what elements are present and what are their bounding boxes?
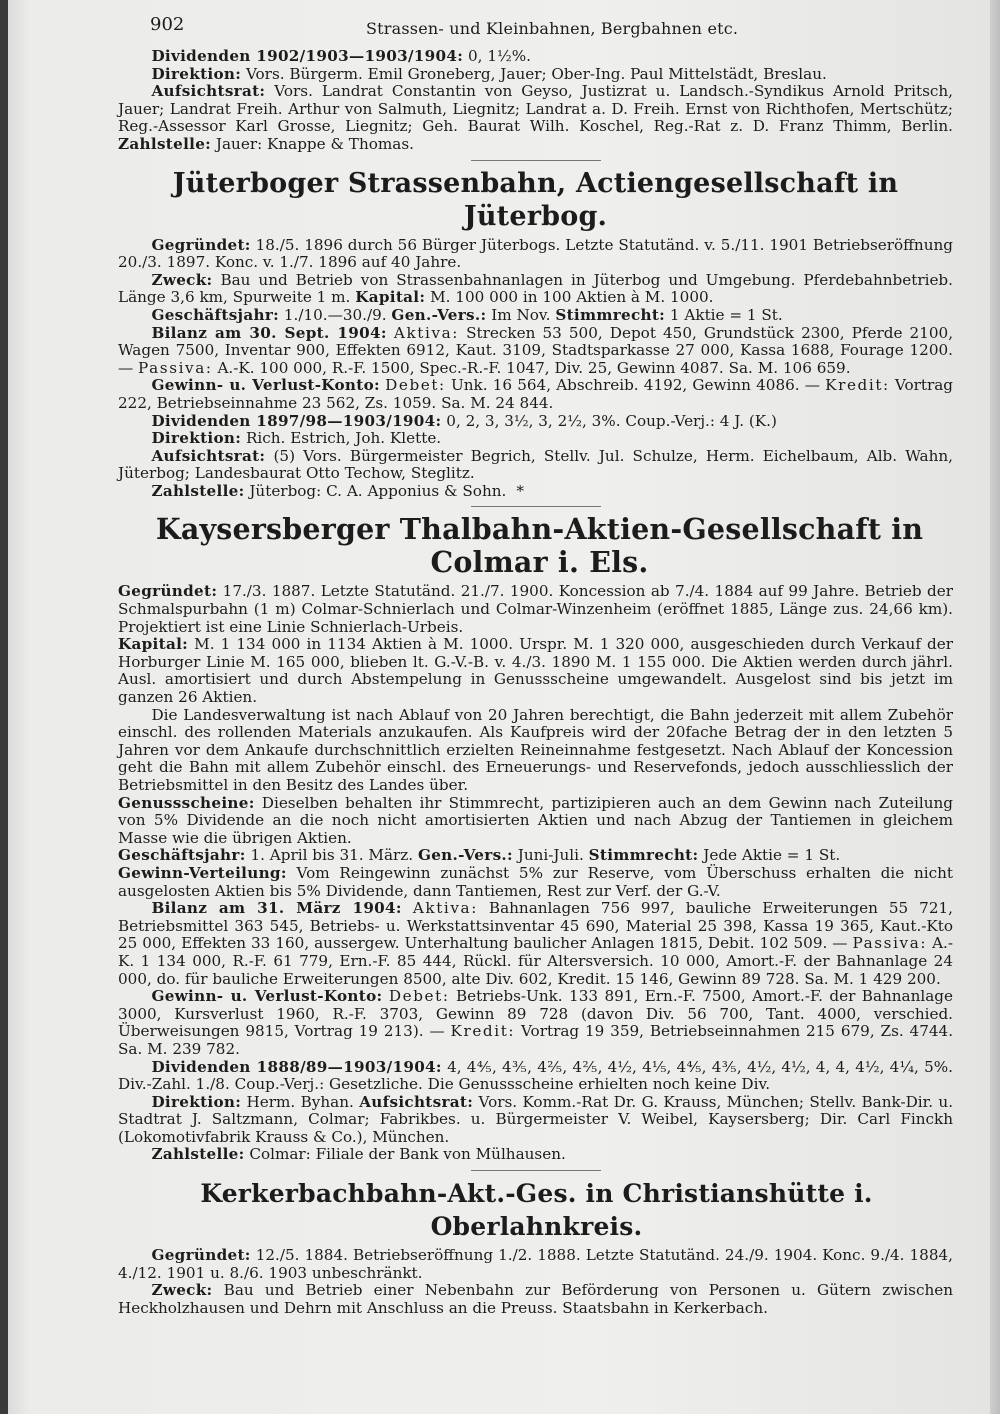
kaysersberg-gegruendet-label: Gegründet: [118, 582, 218, 601]
previous-entry [118, 48, 953, 154]
kaysersberg-direktion [118, 1094, 953, 1147]
section-divider [471, 1170, 601, 1171]
prev-dividend [118, 48, 953, 66]
company-title-juterbog: Jüterboger Strassenbahn, Actiengesellschaft in Jüterbog. [172, 167, 899, 232]
kaysersberg-debet-label: Debet: [388, 987, 450, 1006]
juterbog-zweck-label: Zweck: [151, 270, 213, 289]
kaysersberg-gj-text: 1. April bis 31. März. [250, 846, 414, 865]
section-divider [471, 160, 601, 161]
page-header [118, 12, 953, 48]
prev-direktion-label: Direktion: [151, 64, 242, 83]
entry-kaysersberg [118, 513, 953, 1164]
kaysersberg-landesverwaltung: Die Landesverwaltung ist nach Ablauf von 20 Jahren berechtigt, die Bahn jederzeit mit allem Zubehör einschl. des rollenden Materials anzukaufen. Als Kaufpreis wird der 20fache Betrag der in den letzten 5 Jahren vor dem Ankaufe durchschnittlich erzielten Reineinnahme festgesetzt. Nach Ablauf der Koncession geht die Bahn mit allem Zubehör einschl. des Erneuerungs- und Reservefonds, jedoch ausschliesslich der Betriebsmittel in den Besitz des Landes über. [118, 705, 953, 794]
kaysersberg-debet-text: Betriebs-Unk. 133 891, Ern.-F. 7500, Amort.-F. der Bahnanlage 3000, Kursverlust 1960, R.-F. 3703, Gewinn 89 728 (davon Div. 56 700, Tant. 4000, verschied. Überweisungen 9815, Vortrag 19 213). — [118, 987, 954, 1041]
juterbog-mark: * [516, 481, 524, 500]
kaysersberg-zahlstelle-text: Colmar: Filiale der Bank von Mülhausen. [249, 1145, 566, 1164]
kaysersberg-genvers-label: Gen.-Vers.: [417, 846, 513, 865]
juterbog-passiva-label: Passiva: [138, 358, 213, 377]
kaysersberg-gv-text: Vom Reingewinn zunächst 5% zur Reserve, vom Überschuss erhalten die nicht ausgelosten Aktien bis 5% Dividende, dann Tantiemen, Rest zur Verf. der G.-V. [118, 863, 953, 900]
kerkerbach-zweck-label: Zweck: [151, 1281, 213, 1300]
kerkerbach-zweck [118, 1282, 953, 1317]
kaysersberg-kredit-text: Vortrag 19 359, Betriebseinnahmen 215 679, Zs. 4744. Sa. M. 239 782. [118, 1022, 954, 1058]
juterbog-geschaeftsjahr [118, 307, 953, 325]
juterbog-kapital-text: M. 100 000 in 100 Aktien à M. 1000. [430, 288, 714, 307]
prev-direktion-text: Vors. Bürgerm. Emil Groneberg, Jauer; Ober-Ing. Paul Mittelstädt, Breslau. [245, 64, 827, 83]
juterbog-direktion-label: Direktion: [151, 429, 242, 448]
kaysersberg-zahlstelle-label: Zahlstelle: [151, 1145, 245, 1164]
juterbog-bilanz-label: Bilanz am 30. Sept. 1904: [151, 323, 387, 342]
juterbog-debet-label: Debet: [385, 376, 446, 395]
prev-aufsichtsrat-text: Vors. Landrat Constantin von Geyso, Justizrat u. Landsch.-Syndikus Arnold Pritsch, Jauer; Landrat Freih. Arthur von Salmuth, Liegnitz; Landrat a. D. Freih. Ernst von Richthofen, Mertschütz; Reg.-Assessor Karl Grosse, Liegnitz; Geh. Baurat Wilh. Koschel, Reg.-Rat z. D. Franz Thimm, Berlin. [118, 82, 953, 136]
kaysersberg-aufsichtsrat-label: Aufsichtsrat: [359, 1092, 474, 1111]
juterbog-kredit-text: Vortrag 222, Betriebseinnahme 23 562, Zs. 1059. Sa. M. 24 844. [118, 376, 954, 412]
juterbog-gj-label: Geschäftsjahr: [151, 305, 280, 324]
kaysersberg-genussscheine-label: Genussscheine: [118, 793, 255, 812]
juterbog-guv [118, 377, 953, 412]
page-edge [990, 0, 1000, 1414]
kaysersberg-dividenden-label: Dividenden 1888/89—1903/1904: [151, 1057, 442, 1076]
juterbog-zweck [118, 272, 953, 307]
kaysersberg-gegruendet-text: 17./3. 1887. Letzte Statutänd. 21./7. 1900. Koncession ab 7./4. 1884 auf 99 Jahre. Betrieb der Schmalspurbahn (1 m) Colmar-Schnierlach und Colmar-Winzenheim (eröffnet 1885, Länge zus. 24,66 km). Projektiert ist eine Linie Schnierlach-Urbeis. [118, 582, 954, 636]
kaysersberg-gewinnverteilung [118, 865, 953, 900]
kaysersberg-stimmrecht-text: Jede Aktie = 1 St. [703, 846, 841, 865]
juterbog-aufsichtsrat-label: Aufsichtsrat: [151, 446, 266, 465]
juterbog-genvers-label: Gen.-Vers.: [391, 305, 487, 324]
kaysersberg-kapital-text: M. 1 134 000 in 1134 Aktien à M. 1000. Urspr. M. 1 320 000, ausgeschieden durch Verkauf der Horburger Linie M. 165 000, blieben lt. G.-V.-B. v. 4./3. 1890 M. 1 155 000. Die Aktien werden durch jährl. Ausl. amortisiert und durch Abstempelung in Genussscheine umgewandelt. Ausgelost sind bis jetzt im ganzen 26 Aktien. [118, 635, 953, 707]
company-title-kaysersberg: Kaysersberger Thalbahn-Aktien-Gesellschaft in Colmar i. Els. [155, 512, 924, 580]
running-title: Strassen- und Kleinbahnen, Bergbahnen etc. [366, 19, 739, 38]
juterbog-aktiva-text: Strecken 53 500, Depot 450, Grundstück 2300, Pferde 2100, Wagen 7500, Inventar 900, Effekten 6912, Kaut. 3109, Stadtsparkasse 27 000, Kassa 1688, Fourage 1200. — [118, 323, 954, 377]
juterbog-zahlstelle-text: Jüterbog: C. A. Apponius & Sohn. [249, 481, 507, 500]
kaysersberg-kapital [118, 636, 953, 706]
kaysersberg-zahlstelle [118, 1146, 953, 1164]
prev-aufsichtsrat [118, 83, 953, 153]
prev-dividend-label: Dividenden 1902/1903—1903/1904: [151, 47, 464, 65]
entry-kerkerbach [118, 1177, 953, 1317]
prev-aufsichtsrat-label: Aufsichtsrat: [151, 82, 266, 101]
juterbog-dividenden-label: Dividenden 1897/98—1903/1904: [151, 411, 442, 430]
juterbog-debet-text: Unk. 16 564, Abschreib. 4192, Gewinn 4086. — [450, 376, 820, 395]
kaysersberg-genvers-text: Juni-Juli. [517, 846, 584, 865]
prev-zahlstelle-label: Zahlstelle: [118, 134, 212, 153]
juterbog-guv-label: Gewinn- u. Verlust-Konto: [151, 376, 380, 395]
juterbog-passiva-text: A.-K. 100 000, R.-F. 1500, Spec.-R.-F. 1047, Div. 25, Gewinn 4087. Sa. M. 106 659. [217, 358, 851, 377]
kaysersberg-gv-label: Gewinn-Verteilung: [118, 863, 287, 882]
juterbog-zahlstelle-label: Zahlstelle: [151, 481, 245, 500]
prev-dividend-text: 0, 1½%. [468, 47, 531, 65]
juterbog-gegruendet [118, 237, 953, 272]
kaysersberg-genussscheine-text: Dieselben behalten ihr Stimmrecht, partizipieren auch an dem Gewinn nach Zuteilung von 5% Dividende an die noch nicht amortisierten Aktien und nach Abzug der Tantiemen in gleichem Masse wie die übrigen Aktien. [118, 793, 953, 847]
kerkerbach-gegruendet-text: 12./5. 1884. Betriebseröffnung 1./2. 1888. Letzte Statutänd. 24./9. 1904. Konc. 9./4. 1884, 4./12. 1901 u. 8./6. 1903 unbeschränkt. [118, 1246, 953, 1282]
section-divider [471, 506, 601, 507]
kaysersberg-geschaeftsjahr [118, 847, 953, 865]
kaysersberg-aktiva-label: Aktiva: [412, 899, 478, 918]
kaysersberg-gj-label: Geschäftsjahr: [118, 846, 246, 865]
juterbog-aufsichtsrat [118, 448, 953, 483]
juterbog-stimmrecht-label: Stimmrecht: [555, 305, 666, 324]
kaysersberg-aktiva-text: Bahnanlagen 756 997, bauliche Erweiterungen 55 721, Betriebsmittel 363 545, Betriebs- u. Werkstattsinventar 45 690, Material 25 398, Kassa 19 365, Kaut.-Kto 25 000, Effekten 33 160, aussergew. Unterhaltung baulicher Anlagen 1815, Debit. 102 509. — [118, 899, 953, 953]
kaysersberg-passiva-text: A.-K. 1 134 000, R.-F. 61 779, Ern.-F. 85 444, Rückl. für Altersversich. 10 000, Amort.-F. der Bahnanlage 24 000, do. für bauliche Erweiterungen 8500, alte Div. 602, Kredit. 15 146, Gewinn 89 728. Sa. M. 1 429 200. [118, 934, 953, 988]
company-title-kerkerbach: Kerkerbachbahn-Akt.-Ges. in Christianshütte i. Oberlahnkreis. [200, 1179, 873, 1242]
kaysersberg-dividenden [118, 1059, 953, 1094]
juterbog-direktion-text: Rich. Estrich, Joh. Klette. [245, 429, 442, 448]
juterbog-gj-text: 1./10.—30./9. [283, 305, 387, 324]
juterbog-zahlstelle [118, 483, 953, 501]
kaysersberg-aufsichtsrat-text: Vors. Komm.-Rat Dr. G. Krauss, München; Stellv. Bank-Dir. u. Stadtrat J. Saltzmann, Colmar; Fabrikbes. u. Bürgermeister V. Weibel, Kaysersberg; Dir. Carl Finckh (Lokomotivfabrik Krauss & Co.), München. [118, 1092, 954, 1146]
kaysersberg-stimmrecht-label: Stimmrecht: [588, 846, 699, 865]
kaysersberg-direktion-text: Herm. Byhan. [246, 1092, 354, 1111]
kaysersberg-guv-label: Gewinn- u. Verlust-Konto: [151, 987, 383, 1006]
page-content [118, 12, 953, 1317]
juterbog-genvers-text: Im Nov. [491, 305, 551, 324]
kaysersberg-bilanz-label: Bilanz am 31. März 1904: [151, 899, 402, 918]
kerkerbach-gegruendet [118, 1247, 953, 1282]
juterbog-dividenden-text: 0, 2, 3, 3½, 3, 2½, 3%. Coup.-Verj.: 4 J. (K.) [446, 411, 777, 430]
kaysersberg-genussscheine [118, 795, 953, 848]
juterbog-dividenden [118, 413, 953, 431]
kaysersberg-bilanz [118, 900, 953, 988]
kaysersberg-passiva-label: Passiva: [852, 934, 928, 953]
entry-juterbog [118, 167, 953, 501]
prev-zahlstelle-text: Jauer: Knappe & Thomas. [215, 134, 414, 153]
binding-gutter [0, 0, 8, 1414]
prev-direktion [118, 66, 953, 84]
kaysersberg-dividenden-text: 4, 4⅘, 4⅗, 4⅖, 4⅖, 4½, 4⅕, 4⅘, 4⅗, 4½, 4½, 4, 4, 4½, 4¼, 5%. Div.-Zahl. 1./8. Coup.-Verj.: Gesetzliche. Die Genussscheine erhielten noch keine Div. [118, 1057, 954, 1094]
juterbog-bilanz [118, 325, 953, 378]
juterbog-kapital-label: Kapital: [355, 288, 426, 307]
juterbog-kredit-label: Kredit: [825, 376, 890, 395]
juterbog-gegruendet-label: Gegründet: [151, 235, 251, 254]
page-number: 902 [150, 14, 185, 35]
juterbog-direktion [118, 430, 953, 448]
juterbog-gegruendet-text: 18./5. 1896 durch 56 Bürger Jüterbogs. Letzte Statutänd. v. 5./11. 1901 Betriebseröffnung 20./3. 1897. Konc. v. 1./7. 1896 auf 40 Jahre. [118, 235, 954, 272]
kerkerbach-zweck-text: Bau und Betrieb einer Nebenbahn zur Beförderung von Personen u. Gütern zwischen Heckholzhausen und Dehrn mit Anschluss an die Preuss. Staatsbahn in Kerkerbach. [118, 1281, 954, 1317]
kaysersberg-kapital-label: Kapital: [118, 635, 189, 654]
juterbog-stimmrecht-text: 1 Aktie = 1 St. [669, 305, 783, 324]
kaysersberg-kredit-label: Kredit: [450, 1022, 516, 1041]
juterbog-aktiva-label: Aktiva: [393, 323, 460, 342]
kaysersberg-guv [118, 988, 953, 1058]
kaysersberg-direktion-label: Direktion: [151, 1092, 242, 1111]
juterbog-aufsichtsrat-text: (5) Vors. Bürgermeister Begrich, Stellv. Jul. Schulze, Herm. Eichelbaum, Alb. Wahn, Jüterbog; Landesbaurat Otto Techow, Steglitz. [118, 446, 953, 483]
kaysersberg-gegruendet [118, 583, 953, 636]
kerkerbach-gegruendet-label: Gegründet: [151, 1246, 251, 1265]
juterbog-zweck-text: Bau und Betrieb von Strassenbahnanlagen in Jüterbog und Umgebung. Pferdebahnbetrieb. Länge 3,6 km, Spurweite 1 m. [118, 270, 953, 307]
